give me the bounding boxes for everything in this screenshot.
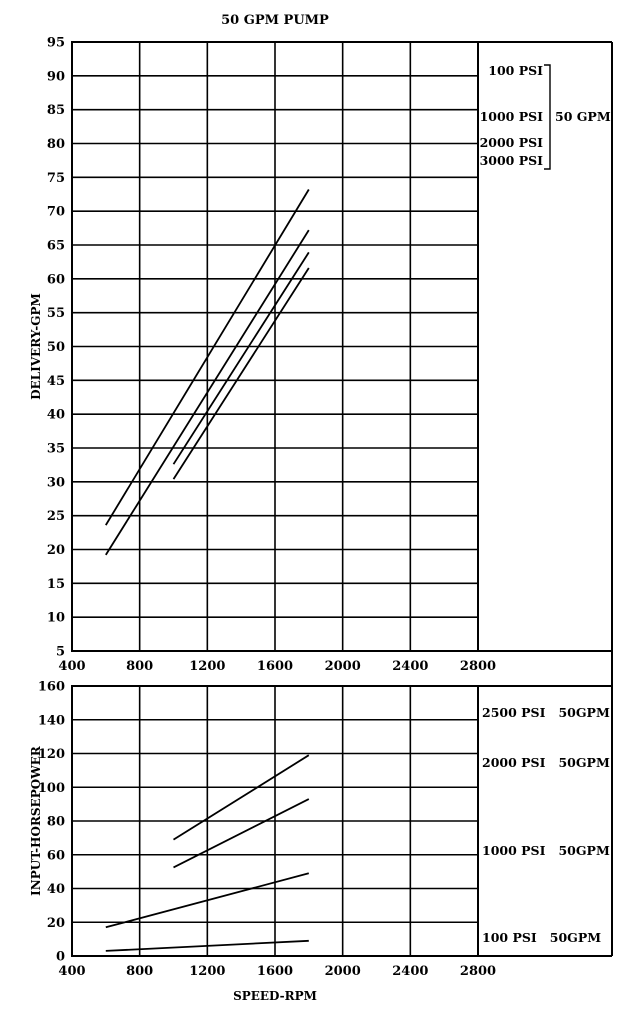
legend-label: 2000 PSI [479,135,543,150]
y-tick-label: 40 [46,882,65,897]
legend-group-label: 50 GPM [555,109,611,124]
y-tick-label: 100 [37,780,65,796]
x-tick-label: 2400 [392,659,429,674]
y-tick-label: 50 [46,340,65,355]
series-line [174,799,309,867]
y-tick-label: 65 [46,238,65,254]
legend-label: 3000 PSI [479,153,543,168]
y-tick-label: 80 [46,137,65,152]
legend-bracket [544,65,550,169]
x-tick-label: 2800 [459,964,497,979]
y-axis-label: DELIVERY-GPM [29,293,43,400]
y-tick-label: 5 [55,644,65,660]
y-tick-label: 45 [46,373,65,389]
y-tick-label: 95 [46,35,65,51]
x-tick-label: 1200 [189,659,226,674]
legend-label: 1000 PSI 50GPM [482,843,610,858]
y-tick-label: 60 [46,848,65,864]
x-tick-label: 2000 [324,659,361,674]
y-tick-label: 20 [46,543,65,558]
x-axis-label: SPEED-RPM [233,989,317,1003]
y-tick-label: 120 [37,747,65,762]
legend-label: 1000 PSI [479,109,543,124]
legend-label: 2500 PSI 50GPM [482,705,610,720]
y-tick-label: 70 [46,204,65,220]
y-tick-label: 85 [46,103,65,119]
y-tick-label: 10 [46,610,65,626]
x-tick-label: 1600 [256,964,294,979]
x-tick-label: 1200 [189,964,226,979]
x-tick-label: 1600 [256,659,294,674]
y-tick-label: 80 [46,814,65,830]
y-tick-label: 15 [46,576,65,592]
y-tick-label: 55 [46,306,65,322]
y-tick-label: 30 [46,475,65,491]
x-tick-label: 400 [58,964,86,979]
series-line [174,755,309,839]
series-line [174,252,309,464]
legend-label: 100 PSI [488,63,543,78]
y-tick-label: 0 [55,949,65,965]
y-tick-label: 140 [37,713,65,729]
y-tick-label: 40 [46,407,65,423]
x-tick-label: 2800 [459,659,497,674]
y-tick-label: 75 [46,170,65,186]
x-tick-label: 800 [126,964,154,979]
y-axis-label: INPUT-HORSEPOWER [29,746,43,896]
chart-title: 50 GPM PUMP [221,13,329,28]
x-tick-label: 2000 [324,964,361,979]
x-tick-label: 2400 [392,964,429,979]
y-tick-label: 25 [46,509,65,525]
y-tick-label: 160 [37,679,65,695]
y-tick-label: 35 [46,441,65,457]
y-tick-label: 90 [46,69,65,85]
x-tick-label: 800 [126,659,154,674]
legend-label: 100 PSI 50GPM [482,930,602,945]
x-tick-label: 400 [58,659,86,674]
y-tick-label: 20 [46,915,65,931]
y-tick-label: 60 [46,272,65,288]
legend-label: 2000 PSI 50GPM [482,755,610,770]
